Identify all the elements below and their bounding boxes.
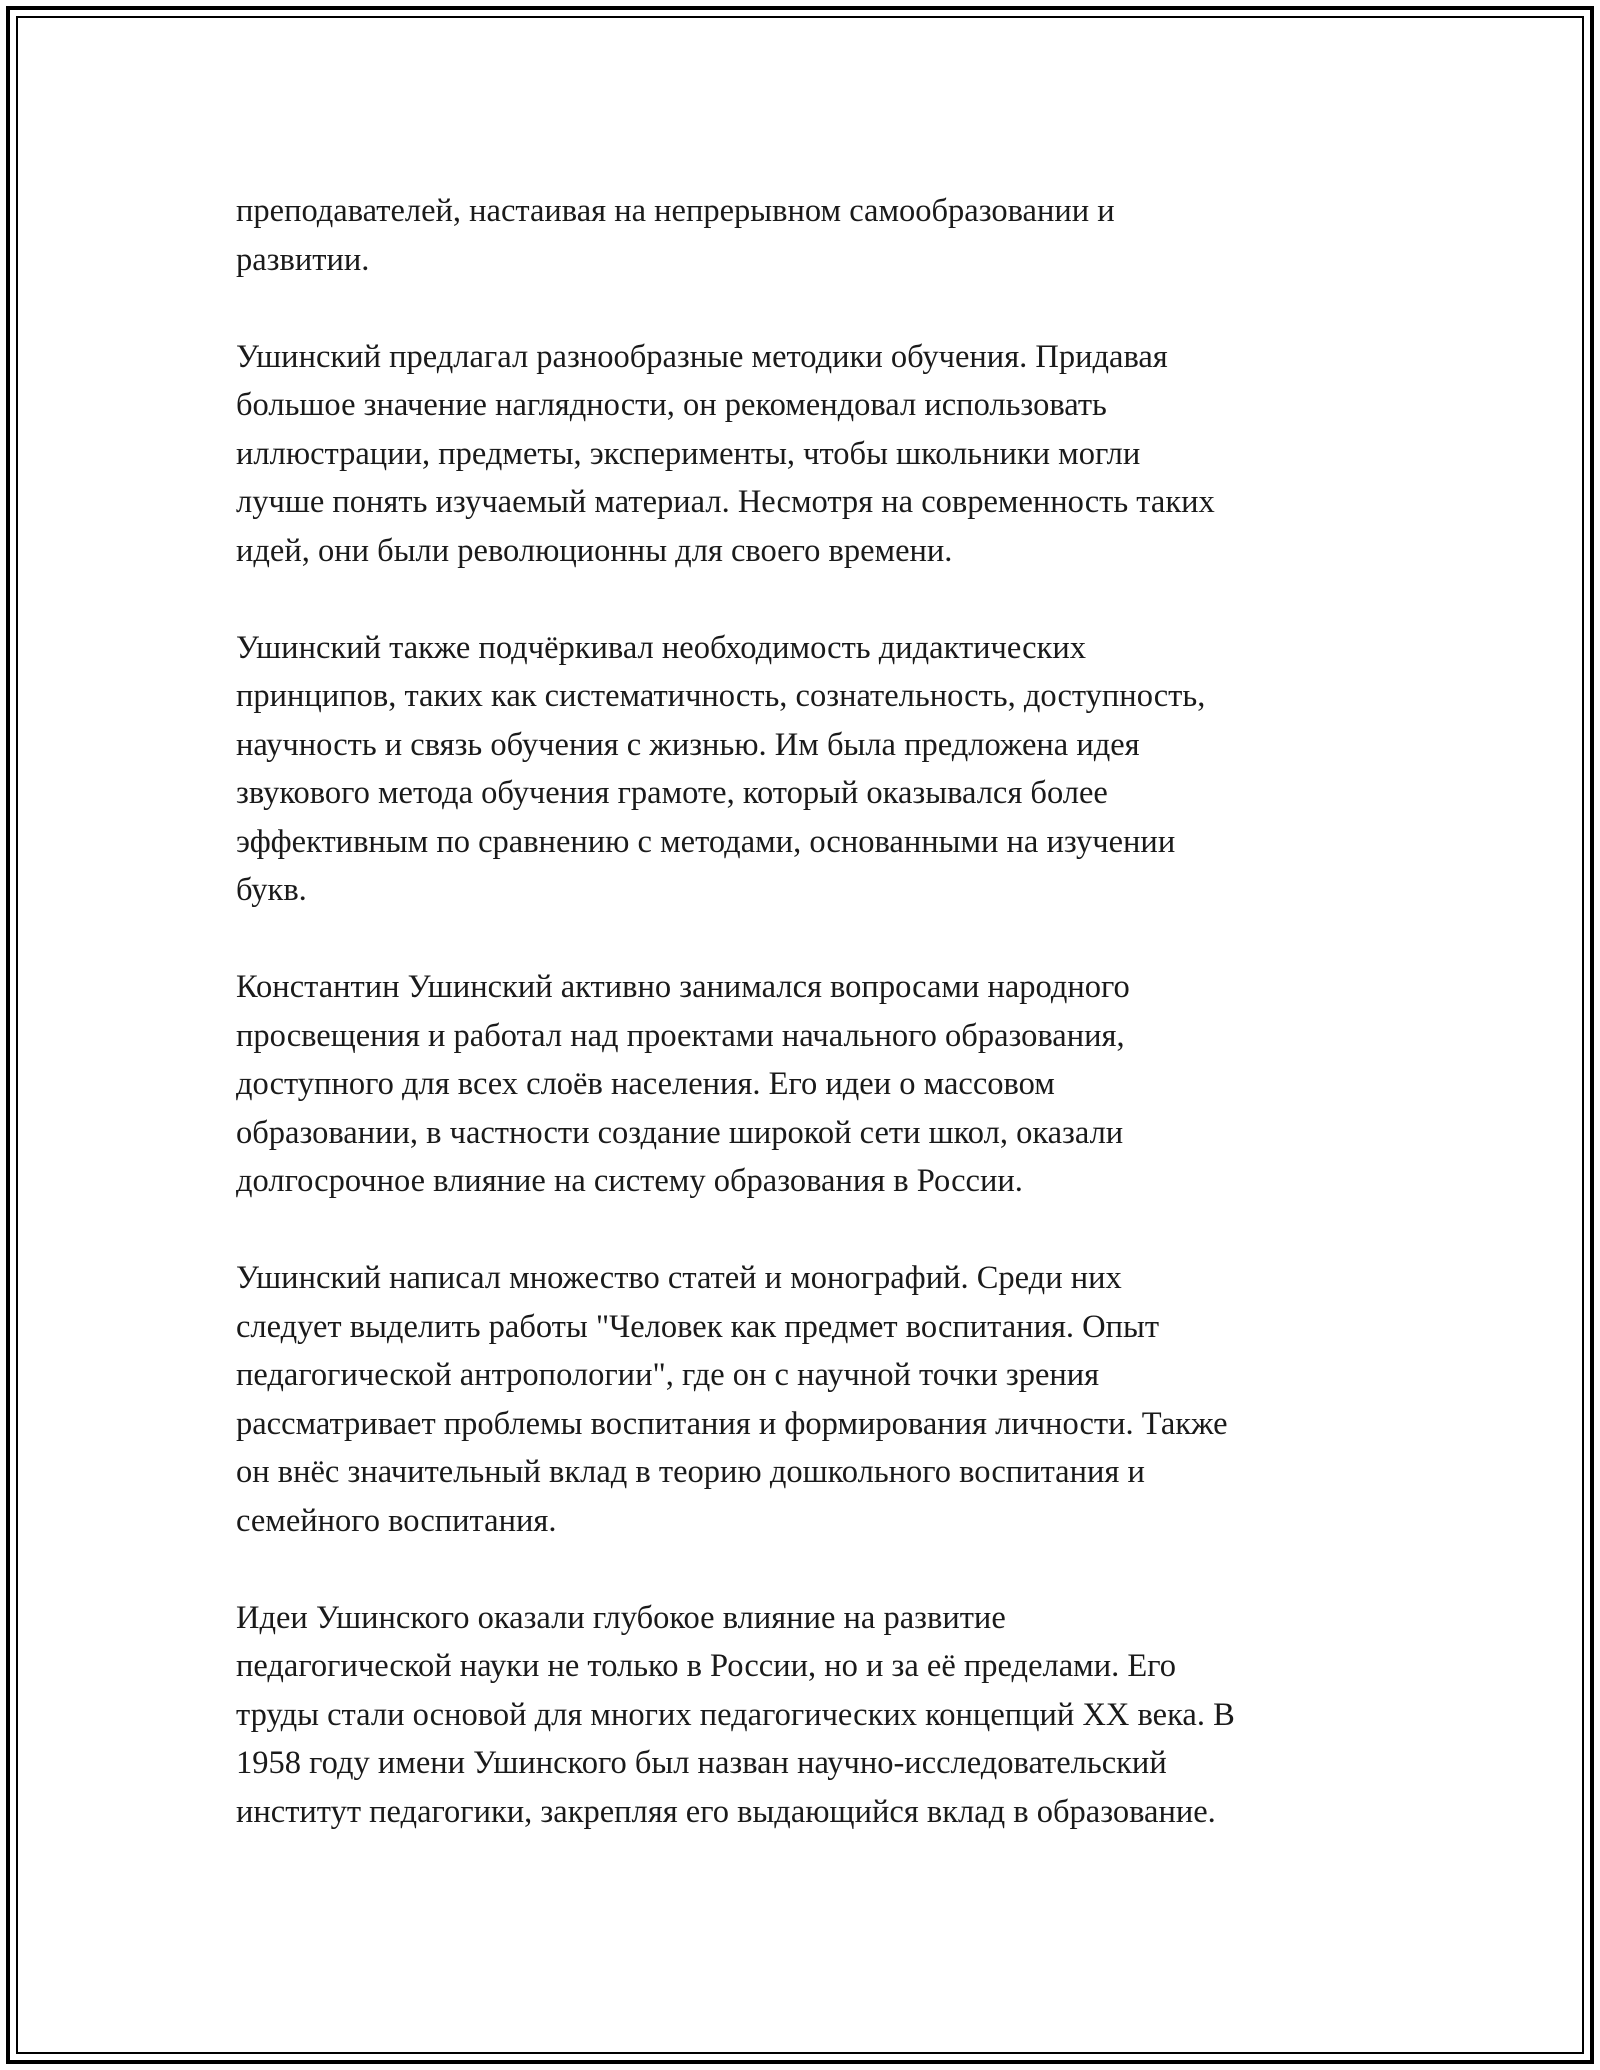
text-line: иллюстрации, предметы, эксперименты, чтобы школьники могли <box>236 435 1141 472</box>
text-line: доступного для всех слоёв населения. Его идеи о массовом <box>236 1066 1055 1102</box>
paragraph <box>236 624 1386 915</box>
text-line: букв. <box>236 872 307 908</box>
paragraph <box>236 1594 1386 1837</box>
text-line: эффективным по сравнению с методами, основанными на изучении <box>236 823 1176 860</box>
text-line: долгосрочное влияние на систему образования в России. <box>236 1163 1023 1199</box>
paragraph <box>236 963 1386 1206</box>
text-line: Ушинский предлагал разнообразные методики обучения. Придавая <box>236 338 1168 375</box>
text-line: следует выделить работы "Человек как предмет воспитания. Опыт <box>236 1308 1160 1345</box>
text-line: идей, они были революционны для своего времени. <box>236 532 953 569</box>
text-line: педагогической науки не только в России, но и за её пределами. Его <box>236 1648 1176 1684</box>
document-body <box>236 187 1386 1885</box>
text-line: лучше понять изучаемый материал. Несмотря на современность таких <box>236 484 1215 520</box>
paragraph <box>236 333 1386 576</box>
paragraph <box>236 187 1386 284</box>
text-line: он внёс значительный вклад в теорию дошкольного воспитания и <box>236 1454 1145 1490</box>
text-line: преподавателей, настаивая на непрерывном самообразовании и <box>236 193 1115 229</box>
text-line: семейного воспитания. <box>236 1502 557 1539</box>
text-line: педагогической антропологии", где он с научной точки зрения <box>236 1357 1100 1393</box>
text-line: большое значение наглядности, он рекомендовал использовать <box>236 387 1107 423</box>
text-line: Идеи Ушинского оказали глубокое влияние на развитие <box>236 1599 1006 1636</box>
text-line: 1958 году имени Ушинского был назван научно-исследовательский <box>236 1745 1167 1781</box>
text-line: развитии. <box>236 241 370 278</box>
paragraph <box>236 1254 1386 1545</box>
text-line: институт педагогики, закрепляя его выдающийся вклад в образование. <box>236 1793 1216 1830</box>
text-line: труды стали основой для многих педагогических концепций XX века. В <box>236 1696 1235 1733</box>
text-line: образовании, в частности создание широкой сети школ, оказали <box>236 1114 1124 1151</box>
text-line: рассматривает проблемы воспитания и формирования личности. Также <box>236 1405 1228 1442</box>
text-line: Ушинский также подчёркивал необходимость дидактических <box>236 629 1086 666</box>
text-line: научность и связь обучения с жизнью. Им была предложена идея <box>236 726 1140 763</box>
text-line: Ушинский написал множество статей и монографий. Среди них <box>236 1260 1122 1296</box>
text-line: Константин Ушинский активно занимался вопросами народного <box>236 969 1130 1005</box>
text-line: звукового метода обучения грамоте, который оказывался более <box>236 775 1108 811</box>
text-line: просвещения и работал над проектами начального образования, <box>236 1017 1125 1054</box>
text-line: принципов, таких как систематичность, сознательность, доступность, <box>236 678 1206 714</box>
